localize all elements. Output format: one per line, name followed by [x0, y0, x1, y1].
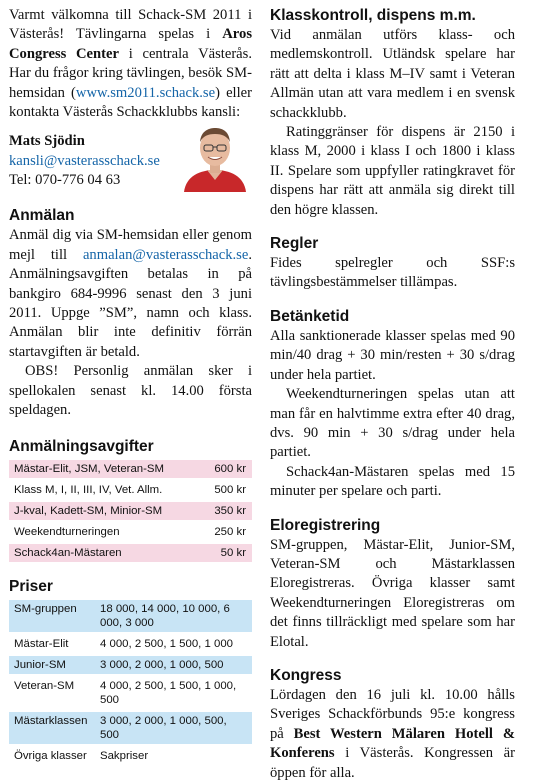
prize-value: 18 000, 14 000, 10 000, 6 000, 3 000	[100, 602, 230, 629]
contact-name: Mats Sjödin	[9, 133, 85, 150]
anmalan-obs: OBS! Personlig anmälan sker i spellokalen senast kl. 14.00 första speldagen.	[9, 363, 252, 419]
contact-block	[9, 132, 252, 194]
fee-label: Klass M, I, II, III, IV, Vet. Allm.	[14, 483, 163, 496]
klasskontroll-text-2: Ratinggränser för dispens är 2150 i klass M, 2000 i klass I och 1800 i klass II. Spelare som uppfyller ratingkravet för dispens har rätt att anmäla sig direkt till den högre klassen.	[270, 124, 515, 218]
klasskontroll-body	[270, 26, 515, 220]
kongress-body	[270, 686, 515, 783]
eloregistrering-body	[270, 536, 515, 652]
fee-amount: 50 kr	[220, 546, 246, 559]
fee-label: Schack4an-Mästaren	[14, 546, 122, 559]
table-row	[9, 712, 252, 744]
avgifter-heading: Anmälningsavgifter	[9, 437, 154, 455]
prize-label: SM-gruppen	[14, 602, 77, 615]
left-column	[9, 6, 252, 768]
betanketid-heading: Betänketid	[270, 307, 350, 325]
prize-label: Mästarklassen	[14, 714, 88, 727]
table-row	[9, 600, 252, 632]
regler-heading: Regler	[270, 235, 319, 253]
eloregistrering-heading: Eloregistrering	[270, 516, 381, 534]
betanketid-text-3: Schack4an-Mästaren spelas med 15 minuter per spelare och parti.	[270, 463, 515, 500]
contact-phone: Tel: 070-776 04 63	[9, 172, 121, 189]
fee-label: J-kval, Kadett-SM, Minior-SM	[14, 504, 163, 517]
prize-label: Övriga klasser	[14, 749, 87, 762]
regler-text: Fides spelregler och SSF:s tävlingsbestämmelser tillämpas.	[270, 255, 515, 291]
betanketid-body	[270, 327, 515, 502]
right-column	[270, 6, 515, 783]
avgifter-table	[9, 457, 252, 565]
prize-label: Veteran-SM	[14, 679, 75, 692]
priser-table	[9, 597, 252, 768]
website-link[interactable]: www.sm2011.schack.se	[75, 84, 216, 101]
fee-amount: 250 kr	[214, 525, 246, 538]
prize-value: 3 000, 2 000, 1 000, 500	[100, 658, 224, 671]
fee-amount: 500 kr	[214, 483, 246, 496]
anmalan-heading: Anmälan	[9, 207, 75, 225]
prize-label: Junior-SM	[14, 658, 66, 671]
contact-email-link[interactable]: kansli@vasterasschack.se	[9, 152, 160, 169]
kongress-text-1: Lördagen den 16 juli kl. 10.00 hålls Sveriges Schackförbunds 95:e kongress på	[270, 686, 515, 742]
klasskontroll-heading: Klasskontroll, dispens m.m.	[270, 7, 476, 24]
prize-value: 4 000, 2 500, 1 500, 1 000	[100, 637, 234, 650]
intro-text-1: Varmt välkomna till Schack-SM 2011 i Västerås! Tävlingarna spelas i	[9, 7, 252, 43]
intro-text-2: i centrala Västerås. Har du frågor kring tävlingen, besök SM-hemsidan (	[9, 45, 252, 101]
contact-photo	[180, 120, 250, 192]
table-row	[9, 481, 252, 499]
intro-paragraph	[9, 6, 252, 122]
prize-label: Mästar-Elit	[14, 637, 69, 650]
anmalan-email-link[interactable]: anmalan@vasterasschack.se	[82, 246, 249, 263]
anmalan-body	[9, 226, 252, 420]
intro-text-3: ) eller kontakta Västerås Schackklubbs kansli:	[9, 84, 252, 121]
fee-amount: 350 kr	[214, 504, 246, 517]
table-row	[9, 544, 252, 562]
table-row	[9, 523, 252, 541]
hotel-name: Best Western Mälaren Hotell & Konferens	[270, 725, 515, 762]
table-row	[9, 747, 252, 765]
table-row	[9, 656, 252, 674]
anmalan-text-2: . Anmälningsavgiften betalas in på bankgiro 684-9996 senast den 3 juni 2011. Uppge ”SM”, namn och klass. Anmälan blir inte definitiv förrän startavgiften är betald.	[9, 246, 252, 360]
priser-heading: Priser	[9, 577, 53, 595]
betanketid-text-2: Weekendturneringen spelas utan att man får en halvtimme extra efter 40 drag, dvs. 90 min + 30 s/drag under hela partiet.	[270, 386, 515, 461]
table-row	[9, 460, 252, 478]
klasskontroll-text-1: Vid anmälan utförs klass- och medlemskontroll. Utländsk spelare har rätt att delta i klass M–IV samt i Veteran Allmän utan att vara medlem i en svensk schackklubb.	[270, 27, 515, 121]
prize-value: 4 000, 2 500, 1 500, 1 000, 500	[100, 679, 237, 706]
fee-label: Weekendturneringen	[14, 525, 120, 538]
anmalan-text-1: Anmäl dig via SM-hemsidan eller genom mejl till	[9, 227, 252, 263]
betanketid-text-1: Alla sanktionerade klasser spelas med 90 min/40 drag + 30 min/resten + 30 s/drag under hela partiet.	[270, 327, 515, 383]
kongress-text-2: i Västerås. Kongressen är öppen för alla.	[270, 745, 515, 781]
venue-name: Aros Congress Center	[9, 26, 252, 62]
prize-value: Sakpriser	[100, 749, 149, 762]
fee-amount: 600 kr	[214, 462, 246, 475]
fee-label: Mästar-Elit, JSM, Veteran-SM	[14, 462, 165, 475]
table-row	[9, 635, 252, 653]
prize-value: 3 000, 2 000, 1 000, 500, 500	[100, 714, 227, 741]
regler-body	[270, 254, 515, 293]
table-row	[9, 502, 252, 520]
table-row	[9, 677, 252, 709]
eloregistrering-text: SM-gruppen, Mästar-Elit, Junior-SM, Veteran-SM och Mästarklassen Eloregistreras. Övriga klasser samt Weekendturneringen Eloregistreras om det finns tillräckligt med spelare som har Elotal.	[270, 536, 515, 650]
kongress-heading: Kongress	[270, 666, 342, 684]
